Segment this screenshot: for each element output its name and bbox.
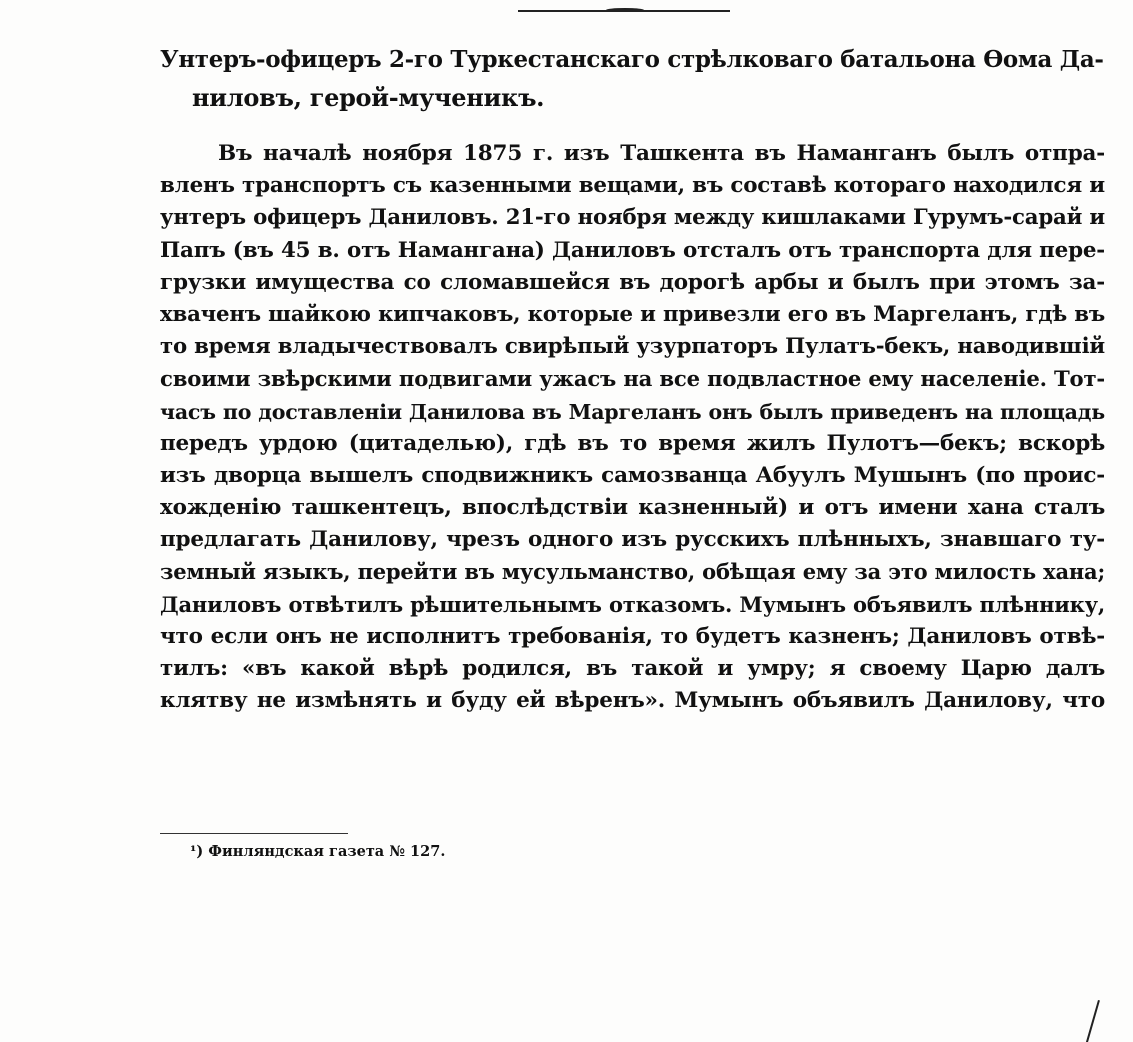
body-line: Въ началѣ ноября 1875 г. изъ Ташкента въ Наманганъ былъ отпра- xyxy=(218,141,1105,166)
body-line: унтеръ офицеръ Даниловъ. 21-го ноября между кишлаками Гурумъ-сарай и xyxy=(160,205,1105,231)
body-line: то время владычествовалъ свирѣпый узурпаторъ Пулатъ-бекъ, наводившій xyxy=(160,334,1105,360)
title-line-1: Унтеръ-офицеръ 2-го Туркестанскаго стрѣлковаго батальона Ѳома Да- xyxy=(160,46,1104,73)
body-line: предлагать Данилову, чрезъ одного изъ русскихъ плѣнныхъ, знавшаго ту- xyxy=(160,527,1105,553)
body-line: клятву не измѣнять и буду ей вѣренъ». Мумынъ объявилъ Данилову, что xyxy=(160,688,1105,714)
body-line: хожденію ташкентецъ, впослѣдствіи казненный) и отъ имени хана сталъ xyxy=(160,495,1105,521)
header-rule xyxy=(518,10,730,12)
footnote-divider xyxy=(160,833,348,834)
body-line: земный языкъ, перейти въ мусульманство, обѣщая ему за это милость хана; xyxy=(160,559,1105,585)
body-paragraph xyxy=(160,138,1105,717)
body-line: Папъ (въ 45 в. отъ Намангана) Даниловъ отсталъ отъ транспорта для пере- xyxy=(160,237,1105,263)
body-line: своими звѣрскими подвигами ужасъ на все подвластное ему населеніе. Тот- xyxy=(160,366,1105,392)
body-line: вленъ транспортъ съ казенными вещами, въ составѣ котораго находился и xyxy=(160,173,1105,199)
body-line: тилъ: «въ какой вѣрѣ родился, въ такой и умру; я своему Царю далъ xyxy=(160,656,1105,681)
page-title xyxy=(160,40,1105,117)
footnote: ¹) Финляндская газета № 127. xyxy=(190,843,446,860)
title-line-2: ниловъ, герой-мученикъ. xyxy=(192,83,545,112)
body-line: изъ дворца вышелъ сподвижникъ самозванца Абуулъ Мушынъ (по проис- xyxy=(160,462,1105,488)
body-line: Даниловъ отвѣтилъ рѣшительнымъ отказомъ. Мумынъ объявилъ плѣннику, xyxy=(160,591,1105,617)
body-line: часъ по доставленіи Данилова въ Маргеланъ онъ былъ приведенъ на площадь xyxy=(160,399,1105,424)
body-line: передъ урдою (цитаделью), гдѣ въ то время жилъ Пулотъ—бекъ; вскорѣ xyxy=(160,430,1105,456)
page-edge-mark xyxy=(1086,1000,1100,1042)
body-line: грузки имущества со сломавшейся въ дорогѣ арбы и былъ при этомъ за- xyxy=(160,269,1105,295)
body-line: что если онъ не исполнитъ требованія, то будетъ казненъ; Даниловъ отвѣ- xyxy=(160,623,1105,649)
body-line: хваченъ шайкою кипчаковъ, которые и привезли его въ Маргеланъ, гдѣ въ xyxy=(160,301,1105,327)
